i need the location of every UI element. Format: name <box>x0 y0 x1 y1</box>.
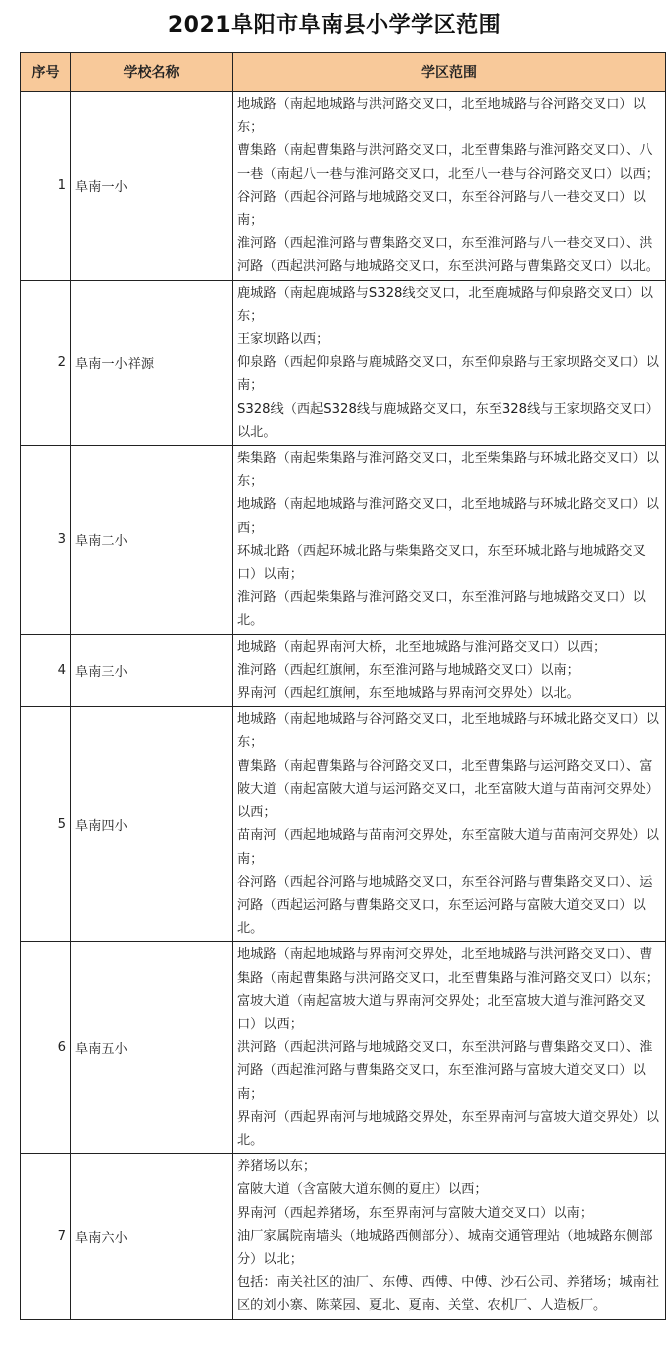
district-range <box>233 446 666 635</box>
range-line: 苗南河（西起地城路与苗南河交界处，东至富陂大道与苗南河交界处）以南； <box>237 828 659 867</box>
district-range <box>233 942 666 1154</box>
row-number: 7 <box>21 1154 71 1319</box>
school-name: 阜南二小 <box>71 446 233 635</box>
range-line: 地城路（南起地城路与谷河路交叉口，北至地城路与环城北路交叉口）以东； <box>237 712 659 751</box>
school-name: 阜南三小 <box>71 634 233 707</box>
school-name: 阜南一小 <box>71 92 233 281</box>
header-number: 序号 <box>21 53 71 92</box>
table-row <box>21 634 666 707</box>
table-row <box>21 446 666 635</box>
range-line: 地城路（南起地城路与界南河交界处，北至地城路与洪河路交叉口）、曹集路（南起曹集路与洪河路交叉口，北至曹集路与淮河路交叉口）以东； <box>237 947 659 986</box>
range-line: 淮河路（西起柴集路与淮河路交叉口，东至淮河路与地城路交叉口）以北。 <box>237 590 646 629</box>
range-line: 鹿城路（南起鹿城路与S328线交叉口，北至鹿城路与仰泉路交叉口）以东； <box>237 285 653 324</box>
school-name: 阜南四小 <box>71 707 233 942</box>
range-line: 养猪场以东； <box>237 1159 317 1175</box>
table-row <box>21 92 666 281</box>
district-range <box>233 1154 666 1319</box>
range-line: 王家坝路以西； <box>237 332 330 348</box>
range-line: 淮河路（西起红旗闸，东至淮河路与地城路交叉口）以南； <box>237 662 580 678</box>
range-line: 仰泉路（西起仰泉路与鹿城路交叉口，东至仰泉路与王家坝路交叉口）以南； <box>237 355 659 394</box>
range-line: 界南河（西起红旗闸，东至地城路与界南河交界处）以北。 <box>237 686 580 702</box>
school-name: 阜南六小 <box>71 1154 233 1319</box>
page-title: 2021阜阳市阜南县小学学区范围 <box>167 13 502 38</box>
range-line: 曹集路（南起曹集路与谷河路交叉口，北至曹集路与运河路交叉口）、富陂大道（南起富陂大道与运河路交叉口，北至富陂大道与苗南河交界处）以西； <box>237 758 659 821</box>
row-number: 5 <box>21 707 71 942</box>
range-line: 富坡大道（南起富坡大道与界南河交界处；北至富坡大道与淮河路交叉口）以西； <box>237 993 646 1032</box>
range-line: 淮河路（西起淮河路与曹集路交叉口，东至淮河路与八一巷交叉口）、洪河路（西起洪河路与地城路交叉口，东至洪河路与曹集路交叉口）以北。 <box>237 236 659 275</box>
range-line: 谷河路（西起谷河路与地城路交叉口，东至谷河路与曹集路交叉口）、运河路（西起运河路与曹集路交叉口，东至运河路与富陂大道交叉口）以北。 <box>237 874 653 937</box>
range-line: 油厂家属院南墙头（地城路西侧部分）、城南交通管理站（地城路东侧部分）以北； <box>237 1228 653 1267</box>
range-line: 谷河路（西起谷河路与地城路交叉口，东至谷河路与八一巷交叉口）以南； <box>237 189 646 229</box>
table-row <box>21 942 666 1154</box>
table-header-row <box>21 53 666 92</box>
range-line: 界南河（西起养猪场，东至界南河与富陂大道交叉口）以南； <box>237 1205 594 1221</box>
range-line: 界南河（西起界南河与地城路交界处，东至界南河与富坡大道交界处）以北。 <box>237 1109 659 1148</box>
table-row <box>21 707 666 942</box>
school-name: 阜南五小 <box>71 942 233 1154</box>
row-number: 1 <box>21 92 71 281</box>
header-school-name: 学校名称 <box>71 53 233 92</box>
district-range <box>233 707 666 942</box>
range-line: 富陂大道（含富陂大道东侧的夏庄）以西； <box>237 1182 488 1198</box>
school-name: 阜南一小祥源 <box>71 280 233 445</box>
row-number: 4 <box>21 634 71 707</box>
range-line: 地城路（南起地城路与洪河路交叉口，北至地城路与谷河路交叉口）以东； <box>237 97 646 136</box>
header-district-range: 学区范围 <box>233 53 666 92</box>
range-line: 地城路（南起界南河大桥，北至地城路与淮河路交叉口）以西； <box>237 639 607 655</box>
range-line: 地城路（南起地城路与淮河路交叉口，北至地城路与环城北路交叉口）以西； <box>237 497 659 536</box>
row-number: 6 <box>21 942 71 1154</box>
range-line: 包括：南关社区的油厂、东傅、西傅、中傅、沙石公司、养猪场；城南社区的刘小寨、陈菜园、夏北、夏南、关堂、农机厂、人造板厂。 <box>237 1275 659 1314</box>
range-line: 洪河路（西起洪河路与地城路交叉口，东至洪河路与曹集路交叉口）、淮河路（西起淮河路与曹集路交叉口，东至淮河路与富坡大道交叉口）以南； <box>237 1040 653 1102</box>
table-row <box>21 1154 666 1319</box>
range-line: 柴集路（南起柴集路与淮河路交叉口，北至柴集路与环城北路交叉口）以东； <box>237 451 659 490</box>
district-range <box>233 92 666 281</box>
range-line: S328线（西起S328线与鹿城路交叉口，东至328线与王家坝路交叉口）以北。 <box>237 401 659 440</box>
table-row <box>21 280 666 445</box>
row-number: 3 <box>21 446 71 635</box>
range-line: 曹集路（南起曹集路与洪河路交叉口，北至曹集路与淮河路交叉口）、八一巷（南起八一巷与淮河路交叉口，北至八一巷与谷河路交叉口）以西； <box>237 143 659 182</box>
district-range <box>233 280 666 445</box>
range-line: 环城北路（西起环城北路与柴集路交叉口，东至环城北路与地城路交叉口）以南； <box>237 543 646 583</box>
school-district-table <box>20 52 666 1320</box>
row-number: 2 <box>21 280 71 445</box>
district-range <box>233 634 666 707</box>
